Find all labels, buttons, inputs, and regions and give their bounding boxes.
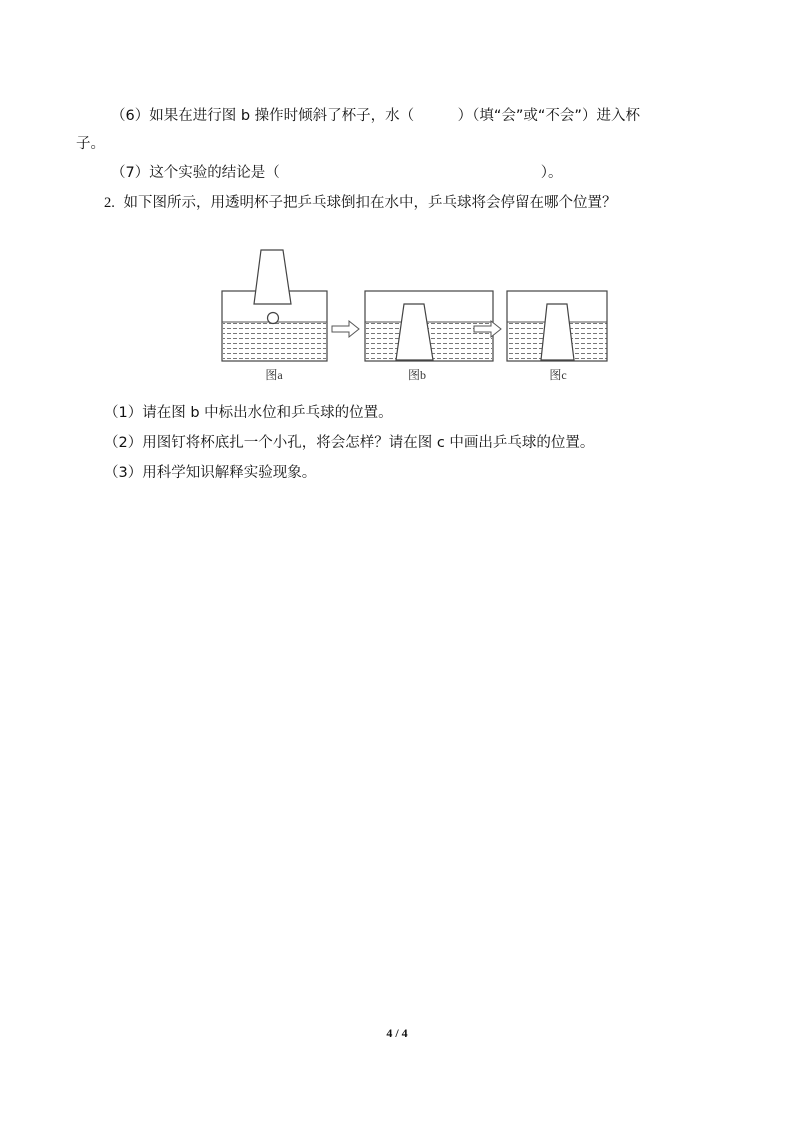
- cup-c: [541, 304, 574, 360]
- experiment-figure: [221, 246, 611, 386]
- figure-label-b: 图b: [407, 368, 427, 382]
- figure-a: [222, 250, 327, 361]
- water-a: [223, 322, 326, 360]
- page-number: 4 / 4: [386, 1026, 408, 1040]
- question-2-text: 如下图所示，用透明杯子把乒乓球倒扣在水中，乒乓球将会停留在哪个位置？: [123, 195, 617, 211]
- sub-question-1: （1）请在图 b 中标出水位和乒乓球的位置。: [104, 405, 393, 421]
- question-7: （7）这个实验的结论是（ ）。: [111, 165, 563, 181]
- cup-a: [254, 250, 291, 304]
- arrow-right-icon: [332, 321, 359, 337]
- question-2: [104, 193, 616, 213]
- question-6-line-1: （6）如果在进行图 b 操作时倾斜了杯子，水（ ）（填“会”或“不会”）进入杯: [111, 108, 640, 124]
- ping-pong-ball-a: [268, 313, 279, 324]
- figure-c: [507, 291, 607, 361]
- sub-question-2: （2）用图钉将杯底扎一个小孔，将会怎样？请在图 c 中画出乒乓球的位置。: [104, 435, 595, 451]
- question-2-number: 2.: [104, 195, 115, 211]
- figure-label-a: 图a: [265, 368, 283, 382]
- question-6-line-2: 子。: [76, 136, 105, 152]
- cup-b: [396, 304, 433, 360]
- figure-label-c: 图c: [549, 368, 567, 382]
- sub-question-3: （3）用科学知识解释实验现象。: [104, 465, 317, 481]
